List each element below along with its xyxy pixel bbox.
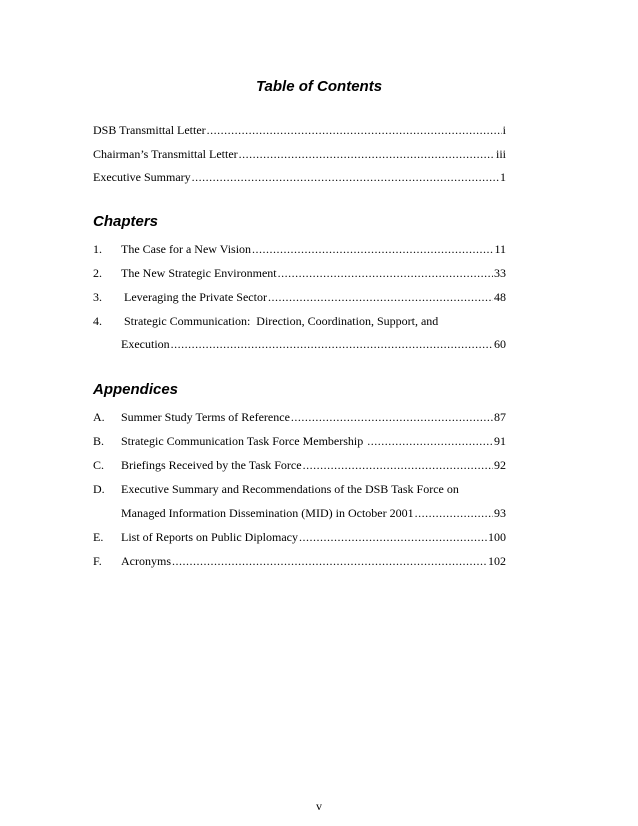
- dot-leader: [171, 335, 493, 353]
- toc-entry-executive-summary[interactable]: [93, 168, 506, 186]
- toc-page-number: 87: [494, 410, 506, 424]
- toc-entry-chapter-1[interactable]: [93, 240, 506, 258]
- toc-entry-appendix-b[interactable]: [93, 432, 506, 450]
- dot-leader: [207, 121, 502, 139]
- toc-entry-text: The New Strategic Environment: [121, 266, 277, 280]
- page-title: Table of Contents: [255, 78, 383, 95]
- dot-leader: [291, 408, 493, 426]
- toc-entry-appendix-e[interactable]: [93, 528, 506, 546]
- toc-entry-text: Strategic Communication Task Force Membership: [121, 434, 367, 448]
- toc-entry-chapter-4-line-2[interactable]: [93, 335, 506, 353]
- dot-leader: [172, 552, 487, 570]
- toc-page-number: 48: [494, 290, 506, 304]
- toc-entry-number: B.: [93, 434, 105, 448]
- toc-entry-text: Executive Summary and Recommendations of the DSB Task Force on: [121, 482, 459, 496]
- toc-entry-text: The Case for a New Vision: [121, 242, 252, 256]
- dot-leader: [367, 432, 493, 450]
- toc-entry-continuation: Execution: [121, 337, 170, 351]
- toc-entry-number: D.: [93, 482, 105, 496]
- toc-entry-number: 1.: [93, 242, 102, 256]
- toc-page-number: 11: [494, 242, 506, 256]
- toc-page-number: iii: [495, 147, 506, 161]
- toc-page-number: 100: [488, 530, 506, 544]
- toc-entry-text: DSB Transmittal Letter: [93, 123, 206, 137]
- page-number-footer: v: [316, 799, 322, 813]
- dot-leader: [415, 504, 493, 522]
- toc-entry-appendix-d-line-2[interactable]: [93, 504, 506, 522]
- toc-entry-continuation: Managed Information Dissemination (MID) in October 2001: [121, 506, 414, 520]
- toc-entry-text: Executive Summary: [93, 170, 191, 184]
- toc-page-number: 92: [494, 458, 506, 472]
- toc-entry-chapter-4-line-1[interactable]: [93, 312, 438, 330]
- toc-page-number: 91: [494, 434, 506, 448]
- toc-page-number: 102: [488, 554, 506, 568]
- toc-entry-text: Strategic Communication: Direction, Coordination, Support, and: [121, 314, 439, 328]
- toc-entry-appendix-a[interactable]: [93, 408, 506, 426]
- toc-entry-number: A.: [93, 410, 105, 424]
- toc-entry-number: C.: [93, 458, 105, 472]
- toc-entry-chairman-transmittal[interactable]: [93, 145, 506, 163]
- toc-entry-number: 2.: [93, 266, 102, 280]
- dot-leader: [278, 264, 493, 282]
- toc-entry-number: F.: [93, 554, 102, 568]
- toc-entry-chapter-3[interactable]: [93, 288, 506, 306]
- toc-entry-appendix-c[interactable]: [93, 456, 506, 474]
- toc-page-number: 93: [494, 506, 506, 520]
- toc-page-number: 60: [494, 337, 506, 351]
- toc-entry-dsb-transmittal[interactable]: [93, 121, 506, 139]
- toc-entry-appendix-d-line-1[interactable]: [93, 480, 459, 498]
- chapters-heading: Chapters: [93, 213, 159, 230]
- toc-entry-number: 4.: [93, 314, 102, 328]
- toc-page-number: 33: [494, 266, 506, 280]
- dot-leader: [239, 145, 495, 163]
- toc-entry-text: Chairman’s Transmittal Letter: [93, 147, 238, 161]
- toc-entry-text: Acronyms: [121, 554, 171, 568]
- dot-leader: [299, 528, 487, 546]
- toc-entry-text: List of Reports on Public Diplomacy: [121, 530, 298, 544]
- toc-entry-appendix-f[interactable]: [93, 552, 506, 570]
- toc-page-number: 1: [500, 170, 506, 184]
- toc-entry-number: E.: [93, 530, 104, 544]
- toc-entry-chapter-2[interactable]: [93, 264, 506, 282]
- toc-entry-text: Leveraging the Private Sector: [121, 290, 267, 304]
- dot-leader: [192, 168, 499, 186]
- dot-leader: [268, 288, 493, 306]
- toc-entry-text: Summer Study Terms of Reference: [121, 410, 290, 424]
- dot-leader: [303, 456, 493, 474]
- toc-page-number: i: [502, 123, 506, 137]
- appendices-heading: Appendices: [93, 381, 179, 398]
- dot-leader: [252, 240, 493, 258]
- toc-entry-text: Briefings Received by the Task Force: [121, 458, 302, 472]
- toc-entry-number: 3.: [93, 290, 102, 304]
